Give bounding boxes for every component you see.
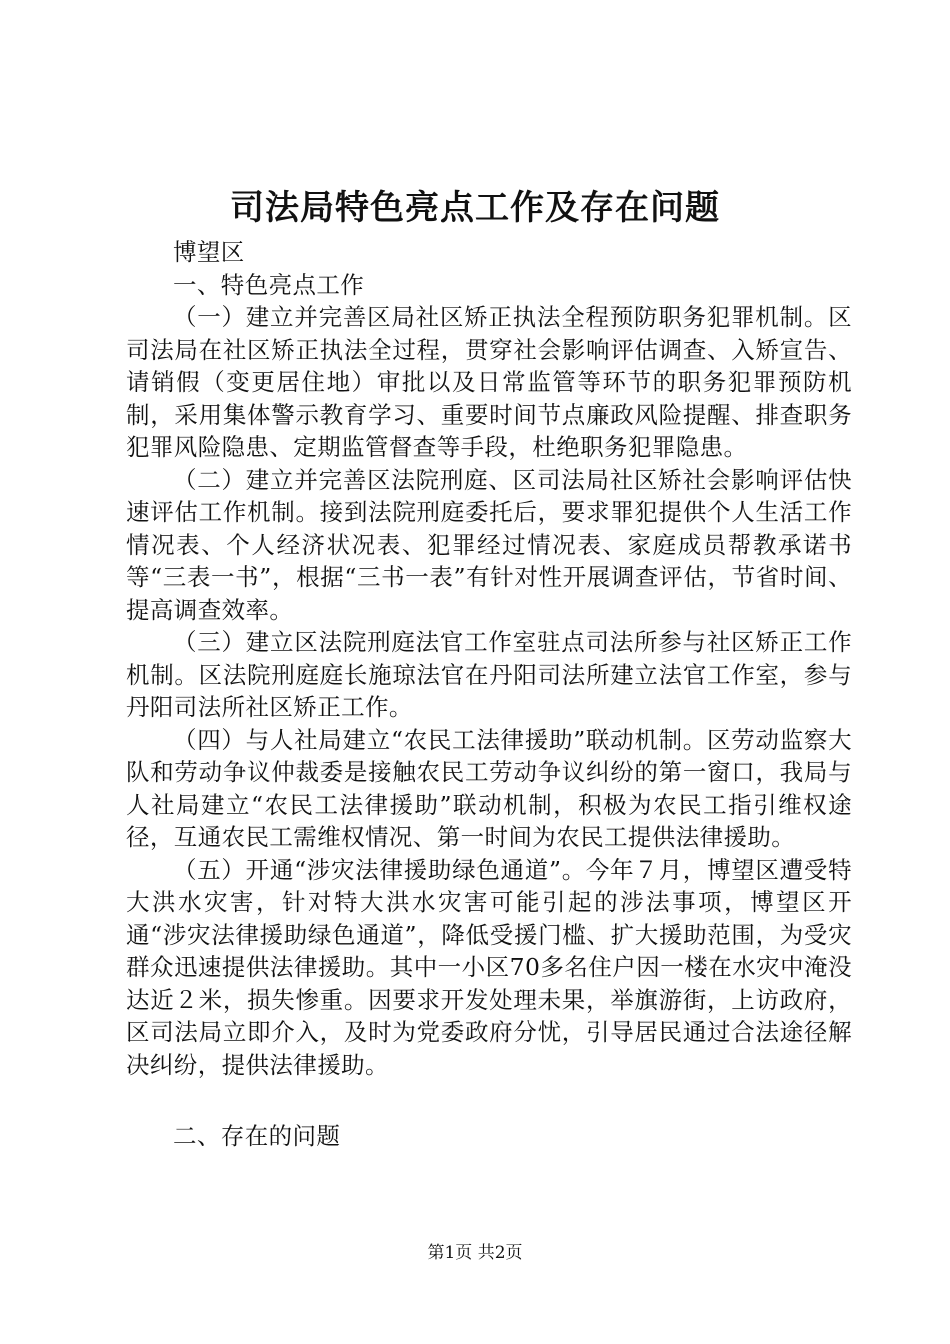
paragraph-4: （四）与人社局建立“农民工法律援助”联动机制。区劳动监察大队和劳动争议仲裁委是接触农民工劳动争议纠纷的第一窗口，我局与人社局建立“农民工法律援助”联动机制，积极为农民工指引维权途径，互通农民工需维权情况、第一时间为农民工提供法律援助。 <box>126 725 852 851</box>
section1-heading: 一、特色亮点工作 <box>173 270 365 299</box>
page-footer: 第1页 共2页 <box>427 1243 523 1263</box>
paragraph-2: （二）建立并完善区法院刑庭、区司法局社区矫社会影响评估快速评估工作机制。接到法院刑庭委托后，要求罪犯提供个人生活工作情况表、个人经济状况表、犯罪经过情况表、家庭成员帮教承诺书等“三表一书”，根据“三书一表”有针对性开展调查评估，节省时间、提高调查效率。 <box>126 465 852 624</box>
page-title: 司法局特色亮点工作及存在问题 <box>230 188 720 228</box>
section2-heading: 二、存在的问题 <box>173 1122 341 1150</box>
document-body <box>126 236 852 1081</box>
paragraph-1: （一）建立并完善区局社区矫正执法全程预防职务犯罪机制。区司法局在社区矫正执法全过程，贯穿社会影响评估调查、入矫宣告、请销假（变更居住地）审批以及日常监管等环节的职务犯罪预防机制，采用集体警示教育学习、重要时间节点廉政风险提醒、排查职务犯罪风险隐患、定期监管督查等手段，杜绝职务犯罪隐患。 <box>126 303 852 461</box>
district-label: 博望区 <box>173 238 245 266</box>
paragraph-3: （三）建立区法院刑庭法官工作室驻点司法所参与社区矫正工作机制。区法院刑庭庭长施琼法官在丹阳司法所建立法官工作室，参与丹阳司法所社区矫正工作。 <box>126 628 852 721</box>
paragraph-5: （五）开通“涉灾法律援助绿色通道”。今年７月，博望区遭受特大洪水灾害，针对特大洪水灾害可能引起的涉法事项，博望区开通“涉灾法律援助绿色通道”，降低受援门槛、扩大援助范围，为受灾群众迅速提供法律援助。其中一小区70多名住户因一楼在水灾中淹没达近２米，损失惨重。因要求开发处理未果，举旗游街，上访政府，区司法局立即介入，及时为党委政府分忧，引导居民通过合法途径解决纠纷，提供法律援助。 <box>126 855 852 1079</box>
